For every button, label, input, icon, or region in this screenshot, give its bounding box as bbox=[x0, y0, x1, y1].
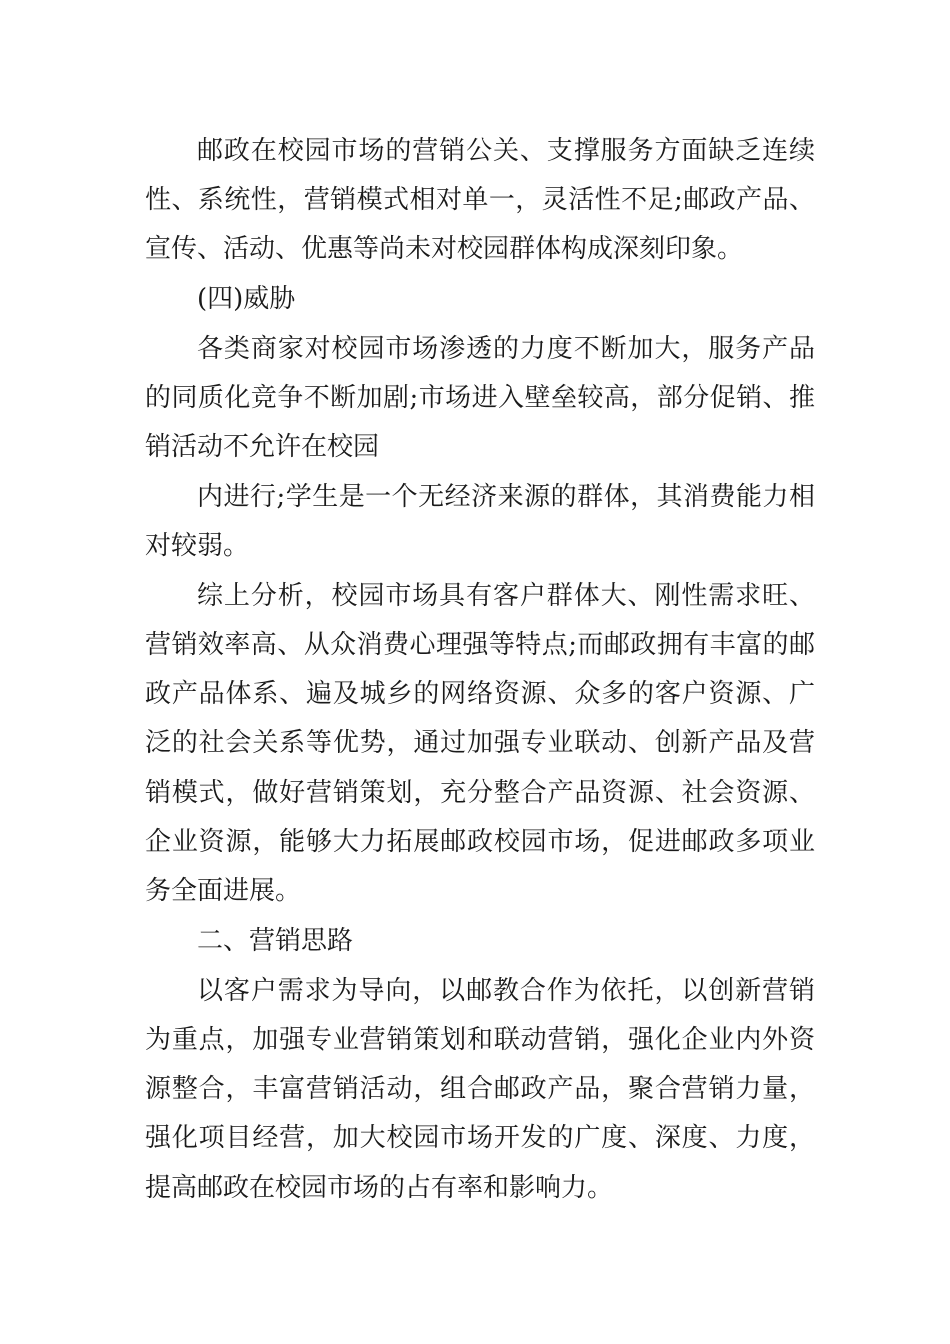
paragraph-line: 邮政在校园市场的营销公关、支撑服务方面缺乏连续 bbox=[197, 136, 815, 166]
paragraph-line: 对较弱。 bbox=[145, 531, 250, 561]
paragraph-line: 源整合，丰富营销活动，组合邮政产品，聚合营销力量， bbox=[145, 1074, 815, 1104]
paragraph-line: 务全面进展。 bbox=[145, 876, 302, 906]
paragraph-line: 销活动不允许在校园 bbox=[145, 432, 380, 462]
section-heading: 二、营销思路 bbox=[197, 926, 354, 956]
paragraph-line: 强化项目经营，加大校园市场开发的广度、深度、力度， bbox=[145, 1123, 815, 1153]
paragraph-line: 泛的社会关系等优势，通过加强专业联动、创新产品及营 bbox=[145, 728, 815, 758]
paragraph-line: 销模式，做好营销策划，充分整合产品资源、社会资源、 bbox=[145, 778, 815, 808]
paragraph-line: 政产品体系、遍及城乡的网络资源、众多的客户资源、广 bbox=[145, 679, 815, 709]
paragraph-line: 营销效率高、从众消费心理强等特点;而邮政拥有丰富的邮 bbox=[145, 630, 815, 660]
paragraph-line: 提高邮政在校园市场的占有率和影响力。 bbox=[145, 1173, 614, 1203]
paragraph-line: 性、系统性，营销模式相对单一，灵活性不足;邮政产品、 bbox=[145, 185, 815, 215]
paragraph-line: 为重点，加强专业营销策划和联动营销，强化企业内外资 bbox=[145, 1025, 815, 1055]
paragraph-line: 综上分析，校园市场具有客户群体大、刚性需求旺、 bbox=[197, 581, 815, 611]
paragraph-line: 以客户需求为导向，以邮教合作为依托，以创新营销 bbox=[197, 976, 815, 1006]
paragraph-line: 企业资源，能够大力拓展邮政校园市场，促进邮政多项业 bbox=[145, 827, 815, 857]
paragraph-line: 的同质化竞争不断加剧;市场进入壁垒较高，部分促销、推 bbox=[145, 383, 815, 413]
paragraph-line: 内进行;学生是一个无经济来源的群体，其消费能力相 bbox=[197, 482, 815, 512]
section-heading: (四)威胁 bbox=[197, 284, 296, 314]
paragraph-line: 宣传、活动、优惠等尚未对校园群体构成深刻印象。 bbox=[145, 234, 744, 264]
paragraph-line: 各类商家对校园市场渗透的力度不断加大，服务产品 bbox=[197, 334, 815, 364]
